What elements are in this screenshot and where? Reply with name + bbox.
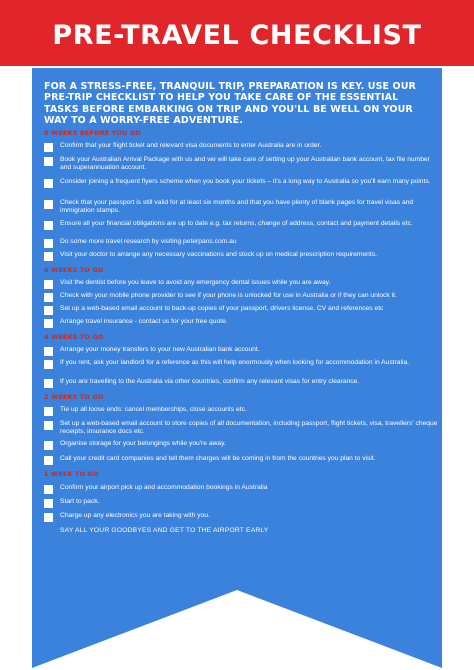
checkbox[interactable] [44, 293, 53, 302]
checkbox[interactable] [44, 200, 53, 209]
checkbox[interactable] [44, 179, 53, 188]
checklist-item[interactable] [44, 305, 439, 315]
checkbox[interactable] [44, 252, 53, 261]
checklist-item[interactable] [44, 359, 439, 369]
checklist-item[interactable] [44, 251, 439, 261]
checklist-item[interactable] [44, 292, 439, 302]
checkbox[interactable] [44, 221, 53, 230]
checklist-item-text: Start to pack. [60, 498, 100, 505]
checklist-item-text: If you rent, ask your landlord for a reference as this will help enormously when looking for accommodation in Australia. [60, 359, 410, 366]
checkbox[interactable] [44, 441, 53, 450]
checklist-item[interactable] [44, 238, 439, 248]
checklist-item-text: Do some more travel research by visiting peterpans.com.au [60, 238, 237, 245]
page-title: PRE-TRAVEL CHECKLIST [52, 19, 422, 51]
intro-paragraph: FOR A STRESS-FREE, TRANQUIL TRIP, PREPARATION IS KEY. USE OUR PRE-TRIP CHECKLIST TO HELP YOU TAKE CARE OF THE ESSENTIAL TASKS BEFORE EMBARKING ON TRIP AND YOU'LL BE WELL ON YOUR WAY TO A WORRY-FREE ADVENTURE. [44, 81, 416, 126]
checklist-item[interactable] [44, 318, 439, 328]
checklist-item[interactable] [44, 279, 439, 289]
checklist-item[interactable] [44, 346, 439, 356]
section-title-4-weeks: 4 WEEKS TO GO [44, 333, 104, 341]
checklist-item[interactable] [44, 512, 439, 522]
section-title-6-weeks: 6 WEEKS TO GO [44, 266, 104, 274]
checklist-item-text: Arrange travel insurance - contact us for your free quote. [60, 318, 228, 325]
checklist-item[interactable] [44, 142, 439, 152]
checklist-item[interactable] [44, 220, 439, 230]
title-bar [0, 0, 474, 66]
checklist-item-text: Visit the dentist before you leave to avoid any emergency dental issues while you are away. [60, 279, 331, 286]
checklist-item-text: Visit your doctor to arrange any necessary vaccinations and stock up on medical prescription requirements. [60, 251, 377, 258]
checkbox[interactable] [44, 280, 53, 289]
checklist-item-text: Arrange your money transfers to your new Australian bank account. [60, 346, 260, 353]
checkbox[interactable] [44, 347, 53, 356]
checklist-item-text: Check that your passport is still valid for at least six months and that you have plenty of blank pages for travel visas and immigration stamps. [60, 199, 414, 215]
checklist-item-text: Book your Australian Arrival Package with us and we will take care of setting up your Australian bank account, tax file number and superannuation account. [60, 156, 430, 172]
checkbox[interactable] [44, 306, 53, 315]
checklist-item[interactable] [44, 484, 439, 494]
checklist-item[interactable] [44, 378, 439, 388]
checklist-item-text: Confirm your airport pick up and accommodation bookings in Australia [60, 484, 268, 491]
checklist-item-text: If you are travelling to the Australia via other countries, confirm any relevant visas for entry clearance. [60, 378, 360, 385]
checklist-item[interactable] [44, 420, 439, 436]
checklist-item-text: Set up a web-based email account to back-up copies of your passport, drivers license, CV and references etc [60, 305, 384, 312]
checkbox[interactable] [44, 485, 53, 494]
checklist-item[interactable] [44, 498, 439, 508]
checkbox[interactable] [44, 157, 53, 166]
checkbox[interactable] [44, 407, 53, 416]
checklist-item[interactable] [44, 455, 439, 465]
checklist-item[interactable] [44, 406, 439, 416]
checkbox[interactable] [44, 379, 53, 388]
section-title-8-weeks: 8 WEEKS BEFORE YOU GO [44, 129, 141, 137]
checklist-item[interactable] [44, 440, 439, 450]
checklist-item-text: Tie up all loose ends: cancel memberships, close accounts etc. [60, 406, 247, 413]
section-title-2-weeks: 2 WEEKS TO GO [44, 393, 104, 401]
checklist-item-text: Ensure all your financial obligations are up to date e.g. tax returns, change of address, contact and payment details etc. [60, 220, 413, 227]
checklist-item-text: Consider joining a frequent flyers scheme when you book your tickets – it's a long way to Australia so you'll earn many points. [60, 178, 431, 185]
checkbox[interactable] [44, 360, 53, 369]
checkbox[interactable] [44, 456, 53, 465]
checkbox[interactable] [44, 499, 53, 508]
checklist-item-text: Organise storage for your belongings while you're away. [60, 440, 226, 447]
checkbox[interactable] [44, 143, 53, 152]
checkbox[interactable] [44, 239, 53, 248]
checkbox[interactable] [44, 319, 53, 328]
checklist-item-text: Charge up any electronics you are taking with you. [60, 512, 210, 519]
checklist-item[interactable] [44, 199, 439, 215]
checklist-item-text: Confirm that your flight ticket and relevant visa documents to enter Australia are in order. [60, 142, 322, 149]
closing-line: SAY ALL YOUR GOODBYES AND GET TO THE AIRPORT EARLY [60, 527, 269, 534]
checklist-item-text: Set up a web-based email account to store copies of all documentation, including passport, flight tickets, visa, travellers' cheque receipts, insurance docs etc. [60, 420, 438, 436]
checklist-item-text: Check with your mobile phone provider to see if your phone is unlocked for use in Australia or if they can unlock it. [60, 292, 397, 299]
checklist-item[interactable] [44, 156, 439, 172]
checkbox[interactable] [44, 421, 53, 430]
section-title-1-week: 1 WEEK TO GO [44, 470, 99, 478]
checklist-item[interactable] [44, 178, 439, 188]
checklist-item-text: Call your credit card companies and tell them charges will be coming in from the countries you plan to visit. [60, 455, 376, 462]
checkbox[interactable] [44, 513, 53, 522]
